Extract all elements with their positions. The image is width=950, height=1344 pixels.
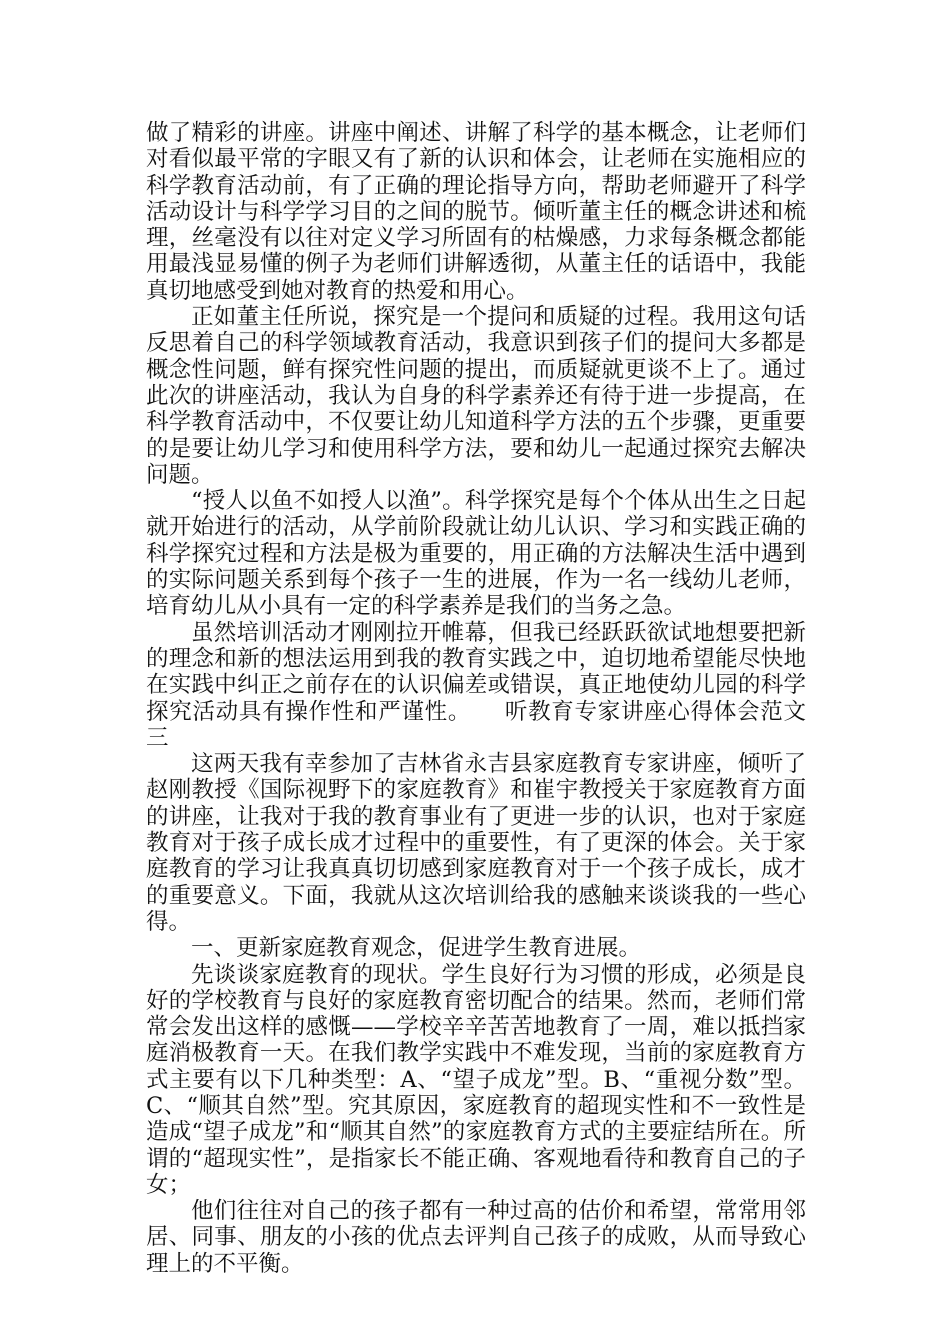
paragraph-1: 做了精彩的讲座。讲座中阐述、讲解了科学的基本概念，让老师们对看似最平常的字眼又有了新的认识和体会，让老师在实施相应的科学教育活动前，有了正确的理论指导方向，帮助老师避开了科学活动设计与科学学习目的之间的脱节。倾听董主任的概念讲述和梳理，丝毫没有以往对定义学习所固有的枯燥感，力求每条概念都能用最浅显易懂的例子为老师们讲解透彻，从董主任的话语中，我能真切地感受到她对教育的热爱和用心。 <box>146 120 806 304</box>
paragraph-4 <box>146 620 806 751</box>
paragraph-8: 他们往往对自己的孩子都有一种过高的估价和希望，常常用邻居、同事、朋友的小孩的优点去评判自己孩子的成败，从而导致心理上的不平衡。 <box>146 1198 806 1277</box>
section-title: 听教育专家讲座心得体会范文三 <box>146 698 806 751</box>
paragraph-2: 正如董主任所说，探究是一个提问和质疑的过程。我用这句话反思着自己的科学领域教育活动，我意识到孩子们的提问大多都是概念性问题，鲜有探究性问题的提出，而质疑就更谈不上了。通过此次的讲座活动，我认为自身的科学素养还有待于进一步提高，在科学教育活动中，不仅要让幼儿知道科学方法的五个步骤，更重要的是要让幼儿学习和使用科学方法，要和幼儿一起通过探究去解决问题。 <box>146 304 806 488</box>
section-heading: 一、更新家庭教育观念，促进学生教育进展。 <box>191 935 642 962</box>
paragraph-4-text: 虽然培训活动才刚刚拉开帷幕，但我已经跃跃欲试地想要把新的理念和新的想法运用到我的教育实践之中，迫切地希望能尽快地在实践中纠正之前存在的认识偏差或错误，真正地使幼儿园的科学探究活动具有操作性和严谨性。 <box>146 619 806 725</box>
paragraph-5: 这两天我有幸参加了吉林省永吉县家庭教育专家讲座，倾听了赵刚教授《国际视野下的家庭教育》和崔宇教授关于家庭教育方面的讲座，让我对于我的教育事业有了更进一步的认识，也对于家庭教育对于孩子成长成才过程中的重要性，有了更深的体会。关于家庭教育的学习让我真真切切感到家庭教育对于一个孩子成长，成才的重要意义。下面，我就从这次培训给我的感触来谈谈我的一些心得。 <box>146 751 806 935</box>
document-body <box>146 120 806 1277</box>
paragraph-3: “授人以鱼不如授人以渔”。科学探究是每个个体从出生之日起就开始进行的活动，从学前阶段就让幼儿认识、学习和实践正确的科学探究过程和方法是极为重要的，用正确的方法解决生活中遇到的实际问题关系到每个孩子一生的进展，作为一名一线幼儿老师，培育幼儿从小具有一定的科学素养是我们的当务之急。 <box>146 488 806 620</box>
paragraph-7: 先谈谈家庭教育的现状。学生良好行为习惯的形成，必须是良好的学校教育与良好的家庭教育密切配合的结果。然而，老师们常常会发出这样的感慨——学校辛辛苦苦地教育了一周，难以抵挡家庭消极教育一天。在我们教学实践中不难发现，当前的家庭教育方式主要有以下几种类型：A、“望子成龙”型。B、“重视分数”型。C、“顺其自然”型。究其原因，家庭教育的超现实性和不一致性是造成“望子成龙”和“顺其自然”的家庭教育方式的主要症结所在。所谓的“超现实性”，是指家长不能正确、客观地看待和教育自己的子女； <box>146 961 806 1198</box>
